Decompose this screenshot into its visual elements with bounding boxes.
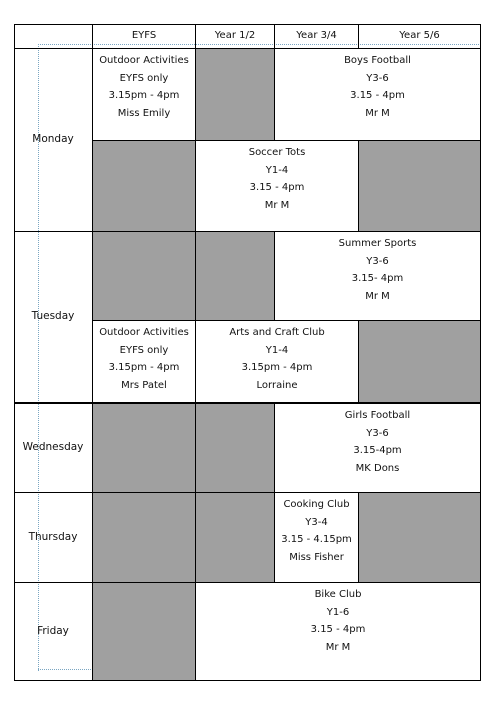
day-friday: Friday [14,583,93,681]
club-cell-mon-outdoor [93,49,196,141]
club-time: 3.15 - 4pm [310,624,366,635]
club-time: 3.15pm - 4pm [108,90,180,101]
club-cell-mon-soccer-tots [196,141,359,232]
club-years: Y3-6 [366,427,389,439]
empty-slot [93,493,196,583]
club-title: Summer Sports [338,238,417,249]
club-title: Cooking Club [283,499,350,510]
empty-slot [359,141,481,232]
club-years: Y3-6 [366,72,389,84]
empty-slot [93,402,196,493]
club-title: Boys Football [344,55,411,66]
empty-slot [196,232,275,321]
empty-slot [93,583,196,681]
club-leader: Miss Fisher [289,551,344,563]
club-years: EYFS only [119,344,169,356]
club-title: Arts and Craft Club [229,327,325,338]
club-time: 3.15 - 4.15pm [281,534,352,545]
header-eyfs: EYFS [93,24,196,49]
club-cell-fri-bike [196,583,481,681]
empty-slot [359,493,481,583]
club-leader: Mr M [365,107,390,119]
club-leader: Mr M [264,199,290,211]
club-time: 3.15-4pm [353,445,402,456]
club-years: Y1-4 [265,164,289,176]
club-title: Soccer Tots [248,147,306,158]
club-years: EYFS only [119,72,169,84]
empty-slot [196,49,275,141]
club-time: 3.15 - 4pm [350,90,405,101]
club-cell-tue-arts-crafts [196,321,359,403]
club-leader: Lorraine [256,379,298,391]
header-year-5-6: Year 5/6 [359,24,481,49]
club-cell-mon-boys-football [275,49,481,141]
day-thursday: Thursday [14,493,93,583]
club-time: 3.15- 4pm [351,273,404,284]
club-time: 3.15pm - 4pm [241,362,313,373]
club-title: Outdoor Activities [99,55,189,66]
club-cell-tue-summer-sports [275,232,481,321]
club-cell-thu-cooking [275,493,359,583]
club-years: Y3-4 [305,516,328,528]
club-years: Y1-4 [265,344,289,356]
club-years: Y3-6 [366,255,389,267]
day-monday: Monday [14,49,93,232]
header-year-3-4: Year 3/4 [275,24,359,49]
header-year-1-2: Year 1/2 [196,24,275,49]
club-leader: MK Dons [355,462,400,474]
club-time: 3.15pm - 4pm [108,362,180,373]
club-time: 3.15 - 4pm [249,182,305,193]
club-cell-wed-girls-football [275,402,481,493]
day-wednesday: Wednesday [14,402,93,493]
empty-slot [359,321,481,403]
club-leader: Mrs Patel [121,379,167,391]
empty-slot [93,141,196,232]
empty-slot [93,232,196,321]
club-title: Bike Club [314,589,362,600]
club-title: Girls Football [344,410,411,421]
empty-slot [196,493,275,583]
club-years: Y1-6 [326,606,350,618]
club-leader: Mr M [365,290,390,302]
club-leader: Mr M [325,641,351,653]
day-tuesday: Tuesday [14,232,93,403]
club-title: Outdoor Activities [99,327,189,338]
header-blank [14,24,93,49]
club-leader: Miss Emily [117,107,171,119]
empty-slot [196,402,275,493]
club-cell-tue-outdoor [93,321,196,403]
